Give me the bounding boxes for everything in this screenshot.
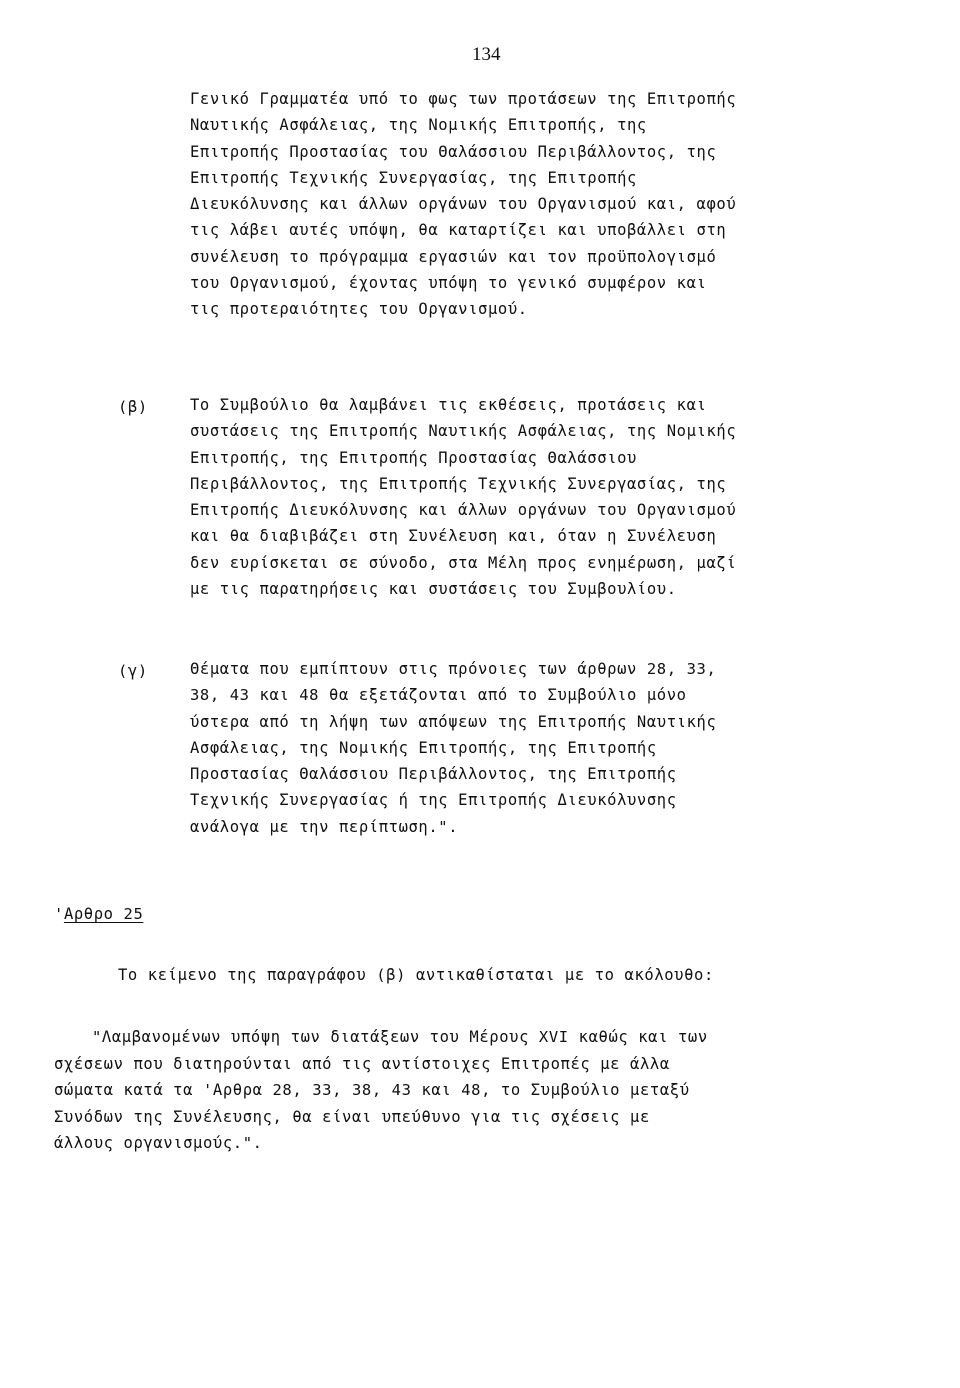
article-heading-label: Αρθρο 25 (63, 905, 144, 923)
text-line: Θέματα που εμπίπτουν στις πρόνοιες των άρθρων 28, 33, (190, 660, 717, 678)
article-intro (118, 962, 714, 988)
text-line: Συνόδων της Συνέλευσης, θα είναι υπεύθυνο για τις σχέσεις με (54, 1107, 650, 1126)
paragraph-gamma-marker: (γ) (118, 662, 148, 680)
text-line: σώματα κατά τα 'Αρθρα 28, 33, 38, 43 και 48, το Συμβούλιο μεταξύ (54, 1081, 690, 1099)
text-line: και θα διαβιβάζει στη Συνέλευση και, όταν η Συνέλευση (190, 527, 717, 546)
text-line: σχέσεων που διατηρούνται από τις αντίστοιχες Επιτροπές με άλλα (54, 1054, 670, 1073)
article-heading-prefix: ' (54, 905, 64, 923)
text-line: Επιτροπής Διευκόλυνσης και άλλων οργάνων του Οργανισμού (190, 501, 737, 520)
text-line: με τις παρατηρήσεις και συστάσεις του Συμβουλίου. (190, 580, 677, 599)
text-line: Επιτροπής, της Επιτροπής Προστασίας Θαλάσσιου (190, 448, 637, 467)
paragraph-beta-marker: (β) (118, 398, 148, 416)
text-line: ύστερα από τη λήψη των απόψεων της Επιτροπής Ναυτικής (190, 712, 717, 731)
text-line: Γενικό Γραμματέα υπό το φως των προτάσεων της Επιτροπής (190, 90, 737, 108)
intro-paragraph (190, 86, 736, 323)
paragraph-gamma (190, 656, 716, 840)
text-line: 38, 43 και 48 θα εξετάζονται από το Συμβούλιο μόνο (190, 686, 687, 705)
text-line: Επιτροπής Τεχνικής Συνεργασίας, της Επιτροπής (190, 168, 637, 187)
text-line: Το Συμβούλιο θα λαμβάνει τις εκθέσεις, προτάσεις και (190, 396, 707, 414)
page-number: 134 (472, 44, 501, 65)
text-line: τις προτεραιότητες του Οργανισμού. (190, 300, 528, 319)
article-heading (54, 905, 143, 923)
text-line: Ναυτικής Ασφάλειας, της Νομικής Επιτροπής, της (190, 116, 647, 135)
text-line: του Οργανισμού, έχοντας υπόψη το γενικό συμφέρον και (190, 274, 707, 293)
paragraph-beta (190, 392, 736, 602)
text-line: ανάλογα με την περίπτωση.". (190, 817, 459, 836)
text-line: Τεχνικής Συνεργασίας ή της Επιτροπής Διευκόλυνσης (190, 791, 677, 810)
text-line: Το κείμενο της παραγράφου (β) αντικαθίσταται με το ακόλουθο: (118, 966, 714, 984)
text-line: άλλους οργανισμούς.". (54, 1134, 263, 1152)
text-line: δεν ευρίσκεται σε σύνοδο, στα Μέλη προς ενημέρωση, μαζί (190, 553, 737, 572)
text-line: Περιβάλλοντος, της Επιτροπής Τεχνικής Συνεργασίας, της (190, 474, 727, 493)
text-line: συνέλευση το πρόγραμμα εργασιών και τον προϋπολογισμό (190, 247, 717, 266)
text-line: Προστασίας Θαλάσσιου Περιβάλλοντος, της Επιτροπής (190, 765, 677, 784)
quoted-text (54, 1024, 708, 1157)
text-line: τις λάβει αυτές υπόψη, θα καταρτίζει και υποβάλλει στη (190, 221, 727, 240)
text-line: συστάσεις της Επιτροπής Ναυτικής Ασφάλειας, της Νομικής (190, 422, 737, 441)
text-line: Διευκόλυνσης και άλλων οργάνων του Οργανισμού και, αφού (190, 195, 737, 214)
text-line: Επιτροπής Προστασίας του Θαλάσσιου Περιβάλλοντος, της (190, 142, 717, 161)
text-line: Ασφάλειας, της Νομικής Επιτροπής, της Επιτροπής (190, 738, 657, 757)
text-line: "Λαμβανομένων υπόψη των διατάξεων του Μέρους XVI καθώς και των (92, 1028, 708, 1046)
